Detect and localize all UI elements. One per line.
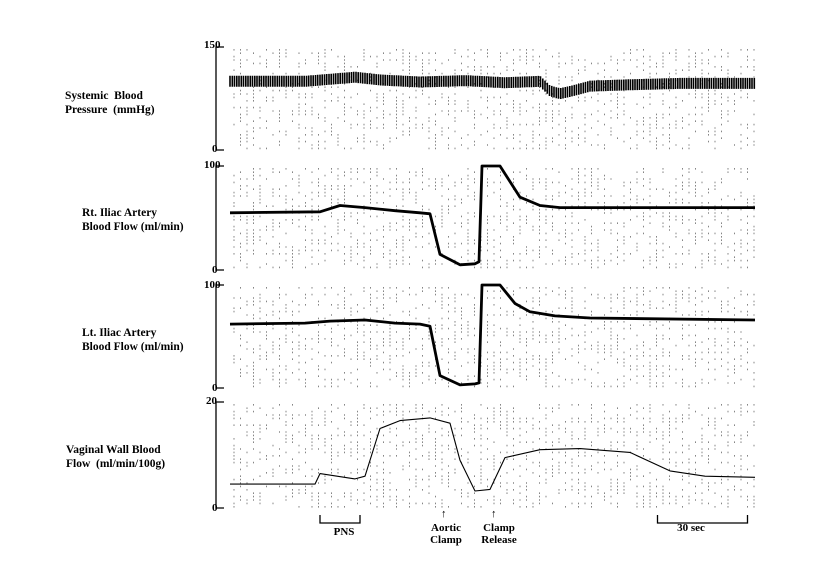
chart-grid bbox=[234, 49, 754, 508]
panel-frames bbox=[216, 47, 224, 508]
y-axis-bracket-0 bbox=[216, 47, 224, 150]
annotation-clamp-release-label: Clamp Release bbox=[481, 522, 517, 546]
tick-label-vaginal-flow-min: 0 bbox=[212, 502, 218, 514]
tick-label-rt-flow-max: 100 bbox=[204, 159, 221, 171]
annotation-aortic-clamp-label: Aortic Clamp bbox=[430, 522, 462, 546]
y-axis-bracket-1 bbox=[216, 166, 224, 270]
trace-panel-1-series-0 bbox=[230, 166, 755, 265]
grid-speckle bbox=[234, 49, 754, 508]
annotation-pns-label: PNS bbox=[333, 526, 355, 538]
annotation-time-scale-label: 30 sec bbox=[677, 522, 705, 534]
panel-title-vaginal-wall-flow: Vaginal Wall Blood Flow (ml/min/100g) bbox=[66, 444, 166, 470]
tick-label-vaginal-flow-max: 20 bbox=[206, 395, 217, 407]
tick-label-rt-flow-min: 0 bbox=[212, 264, 218, 276]
panel-title-right-iliac-flow: Rt. Iliac Artery Blood Flow (ml/min) bbox=[82, 207, 184, 233]
trace-panel-0-series-0 bbox=[230, 72, 754, 99]
tick-label-pressure-min: 0 bbox=[212, 143, 218, 155]
panel-title-systemic-pressure: Systemic Blood Pressure (mmHg) bbox=[65, 90, 155, 116]
tick-label-lt-flow-min: 0 bbox=[212, 382, 218, 394]
y-axis-bracket-2 bbox=[216, 285, 224, 388]
clamp-release-arrow-icon: ↑ bbox=[491, 508, 497, 520]
tick-label-lt-flow-max: 100 bbox=[204, 279, 221, 291]
aortic-clamp-arrow-icon: ↑ bbox=[441, 508, 447, 520]
panel-title-left-iliac-flow: Lt. Iliac Artery Blood Flow (ml/min) bbox=[82, 327, 184, 353]
y-axis-bracket-3 bbox=[216, 402, 224, 508]
annotation-bracket-0 bbox=[320, 515, 360, 523]
tick-label-pressure-max: 150 bbox=[204, 39, 221, 51]
